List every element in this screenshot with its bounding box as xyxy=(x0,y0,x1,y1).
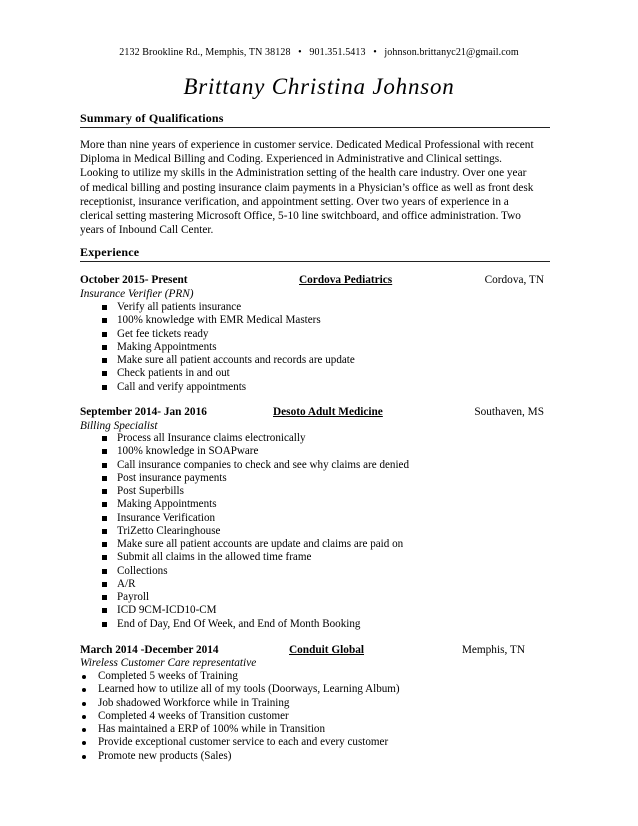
job-dates: October 2015- Present xyxy=(80,274,188,286)
job-employer: Conduit Global xyxy=(289,644,365,656)
job-employer: Desoto Adult Medicine xyxy=(273,406,383,418)
duty-item: Learned how to utilize all of my tools (Doorways, Learning Album) xyxy=(80,683,400,696)
summary-line: clerical setting mastering Microsoft Office, 5-10 line switchboard, and office administration. Two xyxy=(80,210,521,223)
duty-item: Check patients in and out xyxy=(99,367,355,380)
duty-item: Promote new products (Sales) xyxy=(80,750,400,763)
job-header xyxy=(80,644,525,658)
duty-item: Collections xyxy=(99,565,409,578)
duty-item: Insurance Verification xyxy=(99,512,409,525)
duty-item: Make sure all patient accounts and records are update xyxy=(99,354,355,367)
duty-item: Making Appointments xyxy=(99,341,355,354)
contact-phone: 901.351.5413 xyxy=(309,47,366,58)
job-title: Billing Specialist xyxy=(80,420,158,432)
job-employer: Cordova Pediatrics xyxy=(299,274,393,286)
duty-item: TriZetto Clearinghouse xyxy=(99,525,409,538)
contact-address: 2132 Brookline Rd., Memphis, TN 38128 xyxy=(119,47,291,58)
job-header xyxy=(80,406,544,420)
duty-item: A/R xyxy=(99,578,409,591)
summary-line: Diploma in Medical Billing and Coding. Experienced in Administrative and Clinical settings. xyxy=(80,153,502,166)
duty-list xyxy=(99,432,409,631)
duty-item: Call and verify appointments xyxy=(99,381,355,394)
job-location: Memphis, TN xyxy=(461,644,525,656)
contact-separator: • xyxy=(298,47,302,58)
duty-item: Has maintained a ERP of 100% while in Transition xyxy=(80,723,400,736)
job-location: Southaven, MS xyxy=(474,406,544,418)
duty-item: Payroll xyxy=(99,591,409,604)
job-title: Wireless Customer Care representative xyxy=(80,657,257,669)
summary-line: of medical billing and posting insurance claim payments in a Physician’s office as well as front desk xyxy=(80,181,534,194)
duty-item: Get fee tickets ready xyxy=(99,328,355,341)
job-dates: September 2014- Jan 2016 xyxy=(80,406,207,418)
duty-item: Provide exceptional customer service to each and every customer xyxy=(80,736,400,749)
duty-item: Call insurance companies to check and see why claims are denied xyxy=(99,459,409,472)
duty-item: Completed 4 weeks of Transition customer xyxy=(80,710,400,723)
duty-item: Completed 5 weeks of Training xyxy=(80,670,400,683)
summary-line: More than nine years of experience in customer service. Dedicated Medical Professional with recent xyxy=(80,139,534,151)
duty-list xyxy=(80,670,400,763)
candidate-name: Brittany Christina Johnson xyxy=(183,74,455,99)
duty-list xyxy=(99,301,355,394)
duty-item: ICD 9CM-ICD10-CM xyxy=(99,604,409,617)
duty-item: Post Superbills xyxy=(99,485,409,498)
summary-line: Looking to utilize my skills in the Administration setting of the health care industry. Over one year xyxy=(80,167,527,180)
job-location: Cordova, TN xyxy=(484,274,544,286)
duty-item: 100% knowledge with EMR Medical Masters xyxy=(99,314,355,327)
duty-item: Verify all patients insurance xyxy=(99,301,355,314)
contact-separator: • xyxy=(373,47,377,58)
summary-line: years of Inbound Call Center. xyxy=(80,224,214,237)
duty-item: Submit all claims in the allowed time frame xyxy=(99,551,409,564)
duty-item: Post insurance payments xyxy=(99,472,409,485)
summary-line: receptionist, insurance verification, and appointment setting. Over two years of experience in a xyxy=(80,195,509,208)
duty-item: End of Day, End Of Week, and End of Month Booking xyxy=(99,618,409,631)
duty-item: Job shadowed Workforce while in Training xyxy=(80,697,400,710)
duty-item: Making Appointments xyxy=(99,498,409,511)
duty-item: 100% knowledge in SOAPware xyxy=(99,445,409,458)
summary-text xyxy=(80,138,552,237)
experience-heading: Experience xyxy=(80,245,550,262)
job-dates: March 2014 -December 2014 xyxy=(80,644,219,656)
contact-line xyxy=(0,47,638,58)
duty-item: Make sure all patient accounts are update and claims are paid on xyxy=(99,538,409,551)
job-title: Insurance Verifier (PRN) xyxy=(80,288,194,300)
job-header xyxy=(80,274,544,288)
contact-email[interactable]: johnson.brittanyc21@gmail.com xyxy=(384,47,519,58)
duty-item: Process all Insurance claims electronically xyxy=(99,432,409,445)
summary-heading: Summary of Qualifications xyxy=(80,111,550,128)
